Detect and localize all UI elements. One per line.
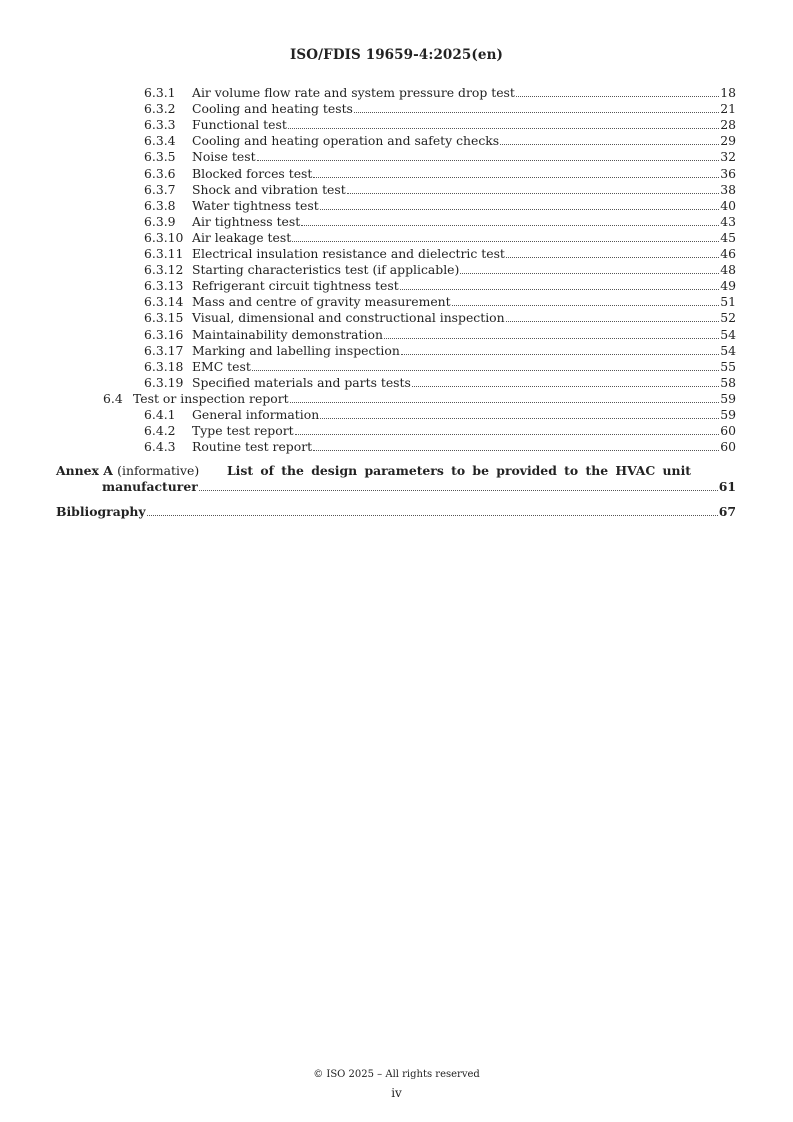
document-header: ISO/FDIS 19659-4:2025(en) [289, 47, 503, 63]
toc-entry-title: Water tightness test [192, 197, 319, 213]
toc-entry-number: 6.3.6 [144, 165, 176, 181]
toc-leader [301, 214, 719, 226]
toc-entry-page: 54 [720, 342, 736, 358]
toc-leader [506, 310, 720, 322]
toc-leader [252, 359, 719, 371]
toc-entry[interactable] [0, 310, 793, 326]
page-number: iv [391, 1086, 402, 1100]
toc-entry[interactable] [0, 262, 793, 278]
toc-entry[interactable] [0, 166, 793, 182]
toc-entry[interactable] [0, 423, 793, 439]
page-footer [0, 1066, 793, 1102]
toc-entry-title: EMC test [192, 358, 251, 374]
toc-entry[interactable] [0, 375, 793, 391]
toc-leader [384, 327, 719, 339]
toc-entry-page: 28 [720, 117, 736, 133]
toc-entry[interactable] [0, 101, 793, 117]
toc-entry[interactable] [0, 327, 793, 343]
toc-entry-page: 40 [720, 197, 736, 213]
toc-leader [400, 278, 720, 290]
annex-type: (informative) [117, 463, 200, 479]
toc-entry-title: Air tightness test [192, 213, 301, 229]
toc-leader [460, 262, 719, 274]
toc-entry[interactable] [0, 439, 793, 455]
toc-entry-number: 6.3.14 [144, 294, 184, 310]
toc-leader [500, 133, 719, 145]
toc-entry-title: Mass and centre of gravity measurement [192, 294, 451, 310]
toc-entry-number: 6.3.13 [144, 278, 184, 294]
toc-leader [320, 407, 719, 419]
toc-entry-page: 59 [720, 407, 736, 422]
toc-entry-number: 6.3.15 [144, 310, 184, 326]
toc-entry-number: 6.4.1 [144, 407, 176, 422]
toc-entry-title: Routine test report [192, 439, 313, 455]
toc-entry[interactable] [0, 391, 793, 407]
toc-entry-title: Functional test [192, 117, 287, 133]
toc-entry-page: 59 [720, 390, 736, 406]
toc-entry-page: 48 [720, 262, 736, 278]
toc-entry-page: 58 [720, 374, 736, 390]
toc-entry-title: Air volume flow rate and system pressure drop test [192, 85, 515, 100]
bibliography-title: Bibliography [56, 504, 146, 520]
toc-entry-number: 6.3.10 [144, 229, 184, 245]
toc-annex-a[interactable] [56, 463, 736, 495]
toc-entry-number: 6.3.19 [144, 374, 184, 390]
toc-entry-number: 6.3.11 [144, 246, 184, 261]
toc-entry[interactable] [0, 214, 793, 230]
toc-entry[interactable] [0, 407, 793, 423]
toc-entry-title: Test or inspection report [133, 390, 289, 406]
toc-entry-number: 6.3.3 [144, 117, 176, 133]
toc-leader [320, 198, 720, 210]
toc-leader [292, 230, 719, 242]
toc-entry-page: 55 [720, 358, 736, 374]
toc-entry-page: 52 [720, 310, 736, 326]
toc-leader [295, 423, 720, 435]
bibliography-page: 67 [718, 504, 736, 520]
toc-leader [313, 439, 719, 451]
toc-entry-title: Type test report [192, 423, 294, 439]
toc-entry-number: 6.3.8 [144, 197, 176, 213]
toc-entry-title: Air leakage test [192, 229, 292, 245]
annex-title-line2: manufacturer [102, 479, 198, 495]
toc-entry[interactable] [0, 117, 793, 133]
toc-leader [506, 246, 719, 258]
toc-leader [199, 479, 718, 491]
toc-entry[interactable] [0, 278, 793, 294]
toc-entry[interactable] [0, 343, 793, 359]
toc-entry-title: Starting characteristics test (if applicable) [192, 262, 460, 278]
toc-leader [147, 504, 718, 516]
toc-entry-number: 6.4 [103, 390, 123, 406]
toc-entry-page: 38 [720, 181, 736, 197]
toc-entry[interactable] [0, 359, 793, 375]
toc-entry-number: 6.3.17 [144, 342, 184, 358]
toc-entry-title: Blocked forces test [192, 165, 313, 181]
toc-entry[interactable] [0, 149, 793, 165]
toc-entry-title: Refrigerant circuit tightness test [192, 278, 399, 294]
toc-leader [288, 117, 719, 129]
toc-entry-page: 51 [720, 294, 736, 310]
toc-leader [290, 391, 720, 403]
toc-entry-number: 6.3.4 [144, 133, 176, 149]
toc-entry-number: 6.4.3 [144, 439, 176, 455]
toc-entry-page: 60 [720, 439, 736, 455]
toc-entry-number: 6.3.7 [144, 181, 176, 197]
toc-entry-title: Specified materials and parts tests [192, 374, 411, 390]
toc-entry-title: General information [192, 407, 320, 422]
toc-leader [257, 149, 720, 161]
toc-entry[interactable] [0, 246, 793, 262]
toc-entry-page: 45 [720, 229, 736, 245]
copyright-notice: © ISO 2025 – All rights reserved [313, 1069, 480, 1080]
toc-entry-page: 32 [720, 149, 736, 165]
toc-entry[interactable] [0, 182, 793, 198]
toc-leader [401, 343, 719, 355]
annex-page: 61 [718, 479, 736, 495]
toc-leader [313, 166, 719, 178]
toc-entry-number: 6.4.2 [144, 423, 176, 439]
toc-entry-number: 6.3.5 [144, 149, 176, 165]
toc-entry-page: 46 [720, 246, 736, 261]
toc-entry-number: 6.3.12 [144, 262, 184, 278]
toc-entry-page: 49 [720, 278, 736, 294]
toc-entry-title: Maintainability demonstration [192, 326, 383, 342]
toc-entry-number: 6.3.1 [144, 85, 176, 100]
annex-label: Annex A [56, 463, 113, 479]
toc-entry-page: 60 [720, 423, 736, 439]
toc-entry-title: Shock and vibration test [192, 181, 346, 197]
toc-bibliography[interactable] [56, 504, 736, 520]
toc-leader [452, 294, 720, 306]
toc-entry-title: Visual, dimensional and constructional inspection [192, 310, 505, 326]
toc-leader [354, 101, 719, 113]
toc-entry-title: Noise test [192, 149, 256, 165]
toc-entry-number: 6.3.2 [144, 101, 176, 117]
toc-entry-number: 6.3.18 [144, 358, 184, 374]
toc-entry-title: Marking and labelling inspection [192, 342, 400, 358]
toc-leader [516, 85, 719, 97]
toc-entry-title: Cooling and heating tests [192, 101, 353, 117]
toc-entry[interactable] [0, 85, 793, 101]
toc-leader [412, 375, 719, 387]
toc-entry[interactable] [0, 133, 793, 149]
toc-entry-page: 21 [720, 101, 736, 117]
toc-entry-number: 6.3.16 [144, 326, 184, 342]
toc-entry-title: Electrical insulation resistance and dielectric test [192, 246, 505, 261]
toc-entry-page: 36 [720, 165, 736, 181]
toc-entry-page: 54 [720, 326, 736, 342]
toc-entry-number: 6.3.9 [144, 213, 176, 229]
toc-entry[interactable] [0, 294, 793, 310]
toc-entry-page: 29 [720, 133, 736, 149]
annex-title-line1: List of the design parameters to be provided to the HVAC unit [226, 463, 691, 479]
toc-entry[interactable] [0, 230, 793, 246]
toc-entry-page: 43 [720, 213, 736, 229]
toc-entry-title: Cooling and heating operation and safety checks [192, 133, 500, 149]
toc-leader [347, 182, 719, 194]
toc-entry-page: 18 [720, 85, 736, 100]
toc-entry[interactable] [0, 198, 793, 214]
